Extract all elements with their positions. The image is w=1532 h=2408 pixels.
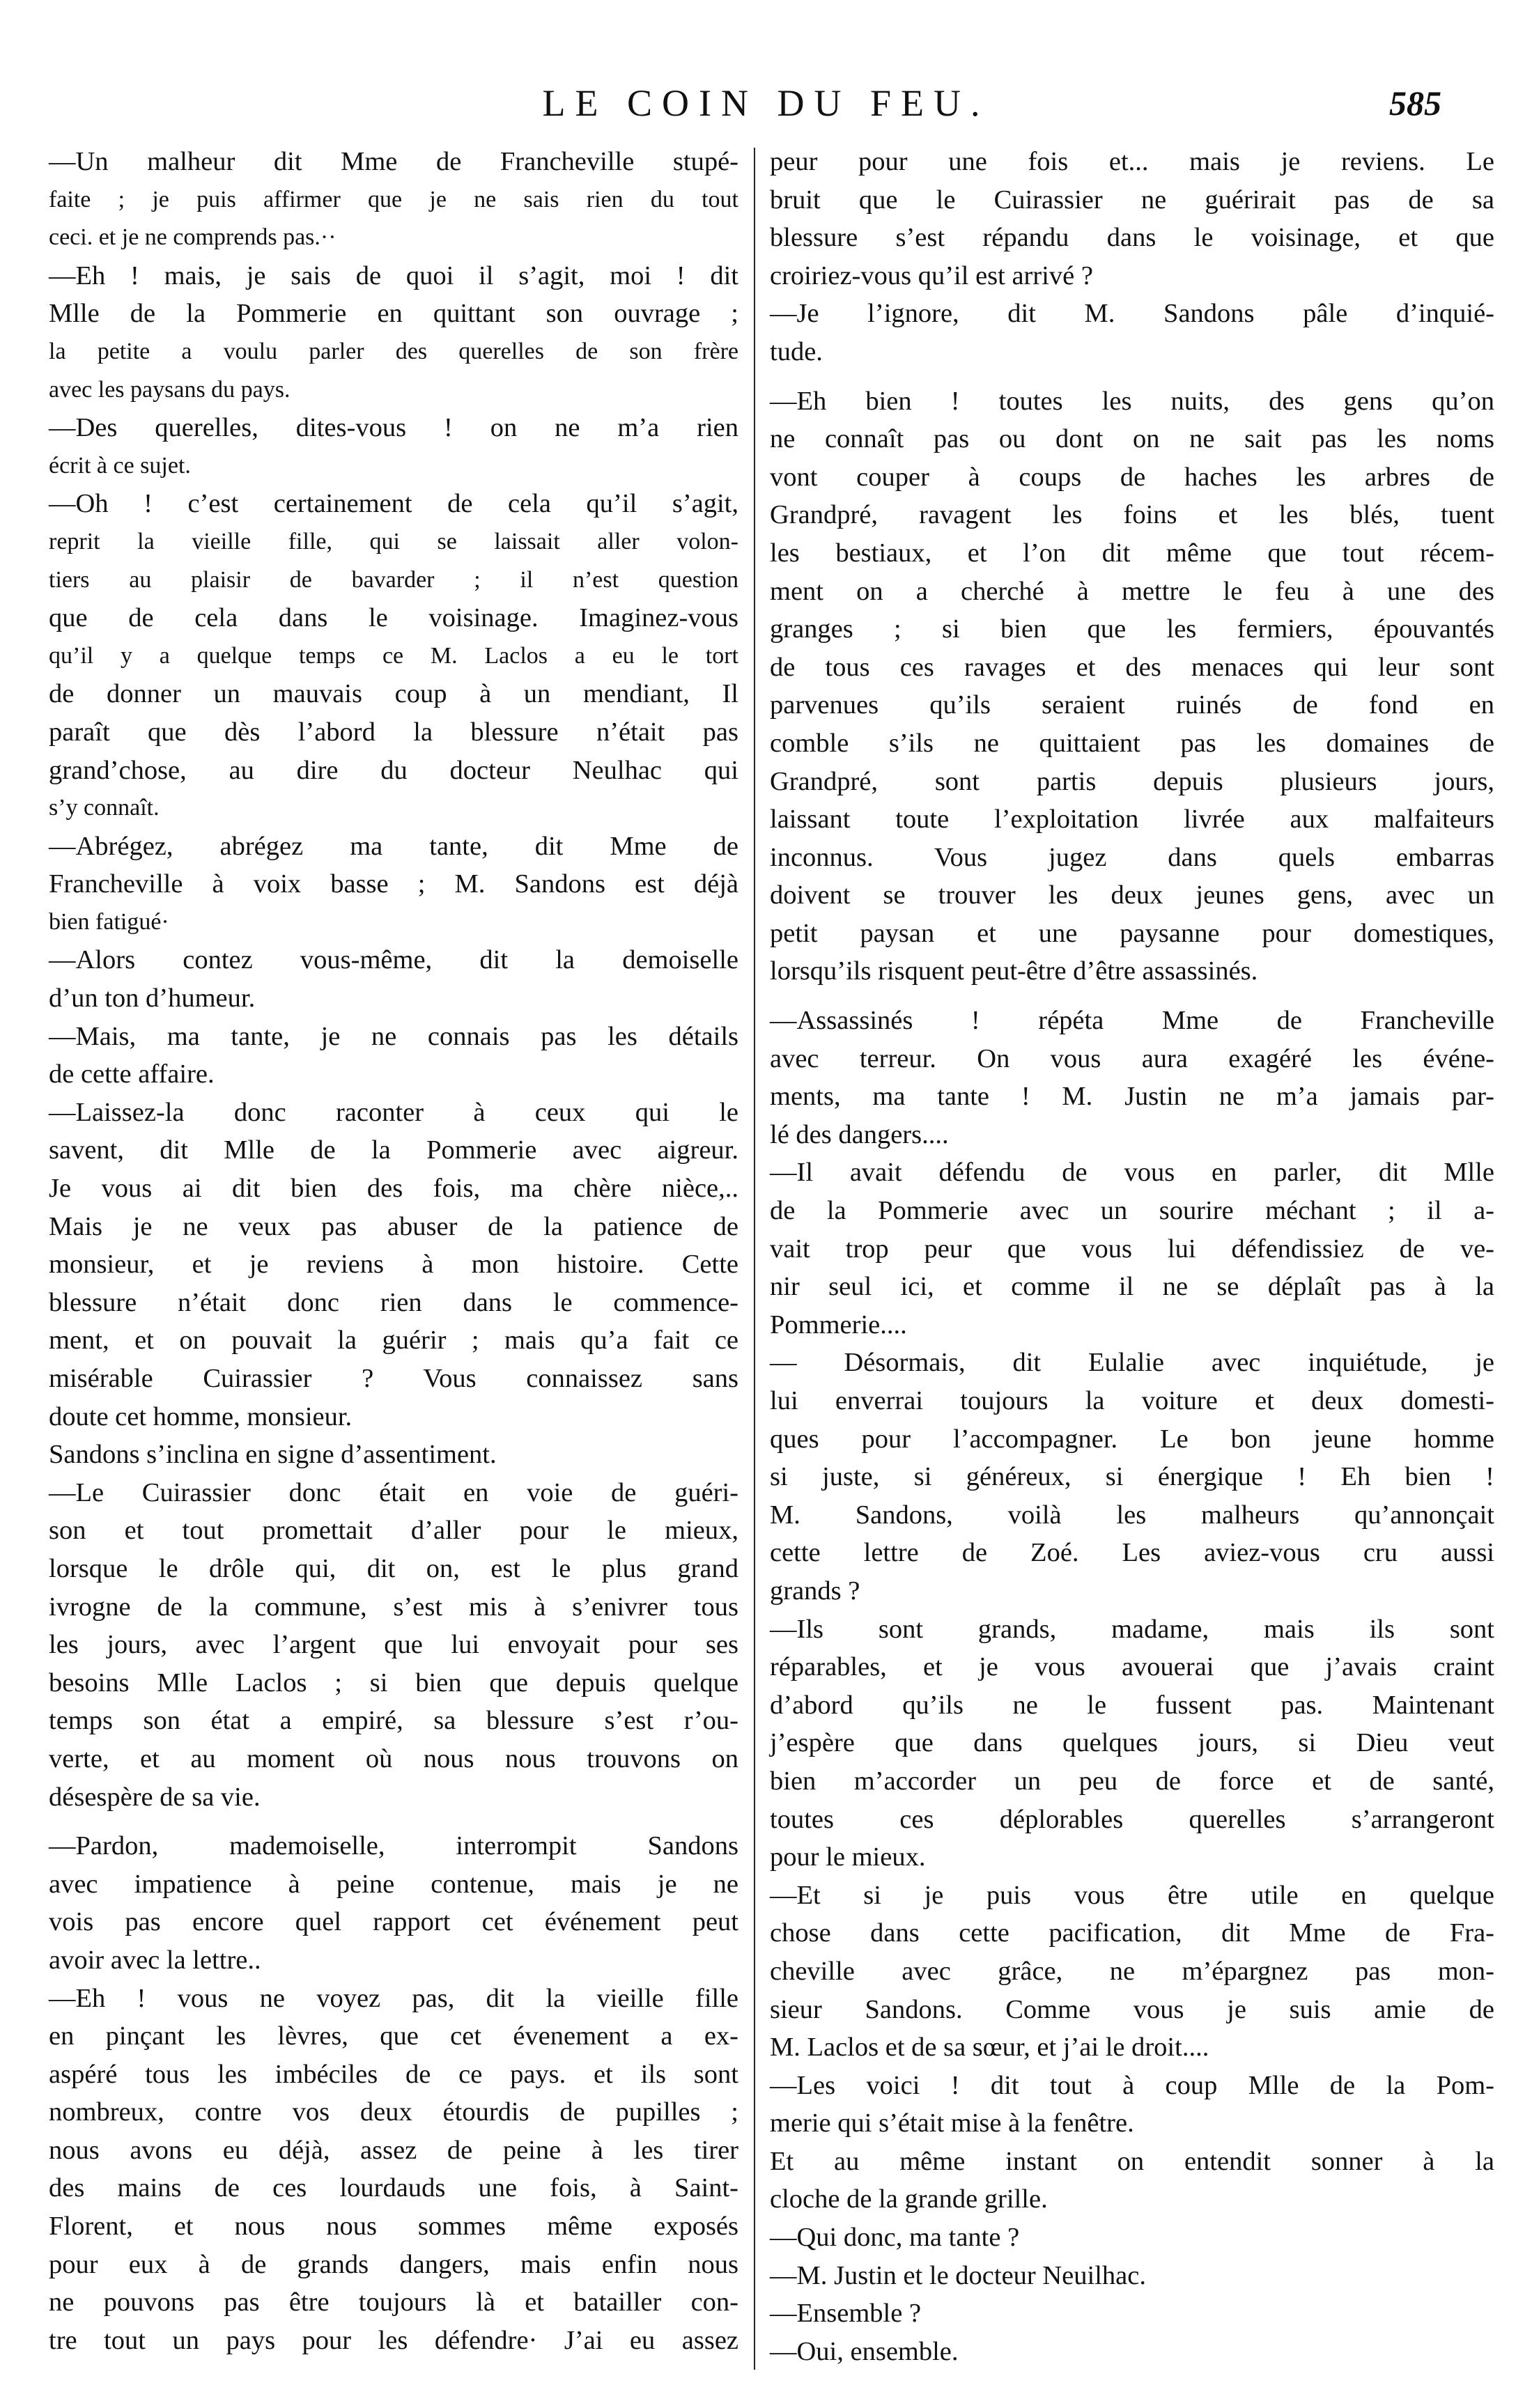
text-line: verte, et au moment où nous nous trouvons on [49, 1743, 738, 1773]
text-line: —Les voici ! dit tout à coup Mlle de la Pom- [770, 2070, 1494, 2100]
text-line: qu’il y a quelque temps ce M. Laclos a eu le tort [49, 642, 738, 669]
text-line: laissant toute l’exploitation livrée aux malfaiteurs [770, 805, 1494, 834]
text-line: les bestiaux, et l’on dit même que tout récem- [770, 538, 1494, 568]
text-line: Mais je ne veux pas abuser de la patience de [49, 1211, 738, 1241]
text-line: blessure n’était donc rien dans le commence- [49, 1287, 738, 1317]
text-line: sieur Sandons. Comme vous je suis amie de [770, 1994, 1494, 2024]
text-line: tiers au plaisir de bavarder ; il n’est question [49, 566, 738, 593]
text-line: de donner un mauvais coup à un mendiant, Il [49, 679, 738, 709]
left-text-column [49, 143, 738, 2359]
text-line: nir seul ici, et comme il ne se déplaît pas à la [770, 1272, 1494, 1302]
text-line: Pommerie.... [770, 1310, 907, 1339]
text-line: les jours, avec l’argent que lui envoyait pour ses [49, 1630, 738, 1660]
right-text-column [770, 143, 1494, 2370]
text-line: ivrogne de la commune, s’est mis à s’enivrer tous [49, 1592, 738, 1622]
text-line: vont couper à coups de haches les arbres de [770, 462, 1494, 492]
text-line: vait trop peur que vous lui défendissiez de ve- [770, 1234, 1494, 1264]
text-line: toutes ces déplorables querelles s’arrangeront [770, 1804, 1494, 1834]
text-line: d’un ton d’humeur. [49, 984, 256, 1013]
text-line: grand’chose, au dire du docteur Neulhac qui [49, 755, 738, 785]
text-line: savent, dit Mlle de la Pommerie avec aigreur. [49, 1135, 738, 1165]
text-line: parvenues qu’ils seraient ruinés de fond en [770, 690, 1494, 720]
text-line: —M. Justin et le docteur Neuilhac. [770, 2260, 1146, 2290]
paragraph-gap [770, 991, 1494, 1002]
text-line: Grandpré, ravagent les foins et les blés, tuent [770, 500, 1494, 530]
text-line: Mlle de la Pommerie en quittant son ouvrage ; [49, 299, 738, 329]
text-line: —Qui donc, ma tante ? [770, 2223, 1020, 2253]
text-line: faite ; je puis affirmer que je ne sais rien du tout [49, 186, 738, 212]
text-line: avoir avec la lettre.. [49, 1945, 261, 1975]
text-line: ments, ma tante ! M. Justin ne m’a jamais par- [770, 1082, 1494, 1112]
text-line: besoins Mlle Laclos ; si bien que depuis quelque [49, 1668, 738, 1698]
text-line: —Des querelles, dites-vous ! on ne m’a rien [49, 413, 738, 443]
text-line: doute cet homme, monsieur. [49, 1401, 353, 1431]
text-line: —Abrégez, abrégez ma tante, dit Mme de [49, 831, 738, 861]
text-line: —Il avait défendu de vous en parler, dit Mlle [770, 1158, 1494, 1188]
text-line: tre tout un pays pour les défendre· J’ai eu assez [49, 2325, 738, 2355]
text-line: de cette affaire. [49, 1059, 215, 1089]
text-line: Sandons s’inclina en signe d’assentiment. [49, 1440, 497, 1470]
text-line: —Oui, ensemble. [770, 2336, 959, 2366]
text-line: —Mais, ma tante, je ne connais pas les détails [49, 1021, 738, 1051]
text-line: — Désormais, dit Eulalie avec inquiétude, je [770, 1348, 1494, 1378]
text-line: —Alors contez vous-même, dit la demoiselle [49, 945, 738, 975]
page-header [42, 75, 1490, 131]
text-line: granges ; si bien que les fermiers, épouvantés [770, 614, 1494, 644]
text-line: avec terreur. On vous aura exagéré les événe- [770, 1043, 1494, 1073]
text-line: Je vous ai dit bien des fois, ma chère nièce,.. [49, 1174, 738, 1204]
text-line: Florent, et nous nous sommes même exposés [49, 2212, 738, 2242]
text-line: des mains de ces lourdauds une fois, à Saint- [49, 2173, 738, 2203]
text-line: temps son état a empiré, sa blessure s’est r’ou- [49, 1706, 738, 1736]
text-line: aspéré tous les imbéciles de ce pays. et ils sont [49, 2059, 738, 2089]
text-line: réparables, et je vous avouerai que j’avais craint [770, 1652, 1494, 1682]
text-line: pour le mieux. [770, 1842, 926, 1872]
text-line: cloche de la grande grille. [770, 2184, 1048, 2214]
text-line: —Un malheur dit Mme de Francheville stupé- [49, 147, 738, 176]
text-line: avec impatience à peine contenue, mais je ne [49, 1869, 738, 1899]
text-line: ment on a cherché à mettre le feu à une des [770, 576, 1494, 606]
text-line: lorsqu’ils risquent peut-être d’être assassinés. [770, 956, 1258, 986]
text-line: que de cela dans le voisinage. Imaginez-vous [49, 603, 738, 633]
text-line: nous avons eu déjà, assez de peine à les tirer [49, 2135, 738, 2165]
running-title: LE COIN DU FEU. [542, 82, 990, 124]
text-line: Et au même instant on entendit sonner à la [770, 2146, 1494, 2176]
text-line: cette lettre de Zoé. Les aviez-vous cru aussi [770, 1538, 1494, 1568]
text-line: lui enverrai toujours la voiture et deux domesti- [770, 1386, 1494, 1415]
text-line: écrit à ce sujet. [49, 452, 191, 479]
text-line: reprit la vieille fille, qui se laissait aller volon- [49, 528, 738, 554]
text-line: —Assassinés ! répéta Mme de Francheville [770, 1006, 1494, 1036]
text-line: M. Sandons, voilà les malheurs qu’annonçait [770, 1500, 1494, 1530]
text-line: comble s’ils ne quittaient pas les domaines de [770, 728, 1494, 758]
text-line: son et tout promettait d’aller pour le mieux, [49, 1516, 738, 1546]
text-line: merie qui s’était mise à la fenêtre. [770, 2108, 1134, 2138]
text-line: petit paysan et une paysanne pour domestiques, [770, 918, 1494, 948]
paragraph-gap [49, 1816, 738, 1827]
text-line: la petite a voulu parler des querelles de son frère [49, 338, 738, 364]
text-line: bruit que le Cuirassier ne guérirait pas de sa [770, 185, 1494, 215]
text-line: —Oh ! c’est certainement de cela qu’il s’agit, [49, 489, 738, 519]
text-line: M. Laclos et de sa sœur, et j’ai le droit.... [770, 2033, 1209, 2063]
text-line: ment, et on pouvait la guérir ; mais qu’a fait ce [49, 1326, 738, 1356]
text-line: misérable Cuirassier ? Vous connaissez sans [49, 1364, 738, 1393]
text-line: cheville avec grâce, ne m’épargnez pas mon- [770, 1956, 1494, 1986]
text-line: de la Pommerie avec un sourire méchant ; il a- [770, 1196, 1494, 1226]
text-line: d’abord qu’ils ne le fussent pas. Maintenant [770, 1690, 1494, 1720]
text-line: inconnus. Vous jugez dans quels embarras [770, 842, 1494, 872]
text-line: ques pour l’accompagner. Le bon jeune homme [770, 1424, 1494, 1454]
text-line: tude. [770, 336, 823, 366]
page-number: 585 [1389, 84, 1441, 123]
text-line: lé des dangers.... [770, 1119, 949, 1149]
text-line: doivent se trouver les deux jeunes gens, avec un [770, 880, 1494, 910]
text-line: Grandpré, sont partis depuis plusieurs jours, [770, 766, 1494, 796]
text-line: peur pour une fois et... mais je reviens. Le [770, 147, 1494, 176]
text-line: lorsque le drôle qui, dit on, est le plus grand [49, 1553, 738, 1583]
text-line: vois pas encore quel rapport cet événement peut [49, 1907, 738, 1937]
text-line: —Je l’ignore, dit M. Sandons pâle d’inquié- [770, 299, 1494, 329]
text-line: paraît que dès l’abord la blessure n’était pas [49, 717, 738, 747]
text-line: nombreux, contre vos deux étourdis de pupilles ; [49, 2097, 738, 2127]
text-line: ne connaît pas ou dont on ne sait pas les noms [770, 424, 1494, 454]
text-line: chose dans cette pacification, dit Mme de Fra- [770, 1918, 1494, 1948]
text-line: bien fatigué· [49, 908, 169, 935]
text-line: croiriez-vous qu’il est arrivé ? [770, 261, 1093, 290]
text-line: —Ils sont grands, madame, mais ils sont [770, 1614, 1494, 1644]
text-line: ceci. et je ne comprends pas.·· [49, 224, 336, 251]
text-line: —Ensemble ? [770, 2299, 922, 2329]
text-line: —Eh ! mais, je sais de quoi il s’agit, moi ! dit [49, 261, 738, 290]
column-divider [754, 148, 755, 2370]
text-line: avec les paysans du pays. [49, 376, 291, 403]
paragraph-gap [770, 371, 1494, 382]
text-line: blessure s’est répandu dans le voisinage, et que [770, 223, 1494, 253]
text-line: s’y connaît. [49, 795, 160, 821]
text-line: monsieur, et je reviens à mon histoire. Cette [49, 1250, 738, 1280]
text-line: ne pouvons pas être toujours là et batailler con- [49, 2287, 738, 2317]
text-line: désespère de sa vie. [49, 1782, 261, 1812]
text-line: j’espère que dans quelques jours, si Dieu veut [770, 1728, 1494, 1758]
text-line: pour eux à de grands dangers, mais enfin nous [49, 2249, 738, 2279]
text-line: Francheville à voix basse ; M. Sandons est déjà [49, 869, 738, 899]
text-line: —Eh bien ! toutes les nuits, des gens qu’on [770, 386, 1494, 416]
text-line: —Et si je puis vous être utile en quelque [770, 1880, 1494, 1910]
text-line: —Pardon, mademoiselle, interrompit Sandons [49, 1831, 738, 1861]
text-line: en pinçant les lèvres, que cet évenement a ex- [49, 2021, 738, 2051]
text-line: grands ? [770, 1576, 860, 1606]
text-line: de tous ces ravages et des menaces qui leur sont [770, 652, 1494, 682]
text-line: bien m’accorder un peu de force et de santé, [770, 1766, 1494, 1796]
text-line: —Le Cuirassier donc était en voie de guéri- [49, 1477, 738, 1507]
text-line: —Eh ! vous ne voyez pas, dit la vieille fille [49, 1983, 738, 2013]
text-line: si juste, si généreux, si énergique ! Eh bien ! [770, 1462, 1494, 1492]
text-line: —Laissez-la donc raconter à ceux qui le [49, 1097, 738, 1127]
